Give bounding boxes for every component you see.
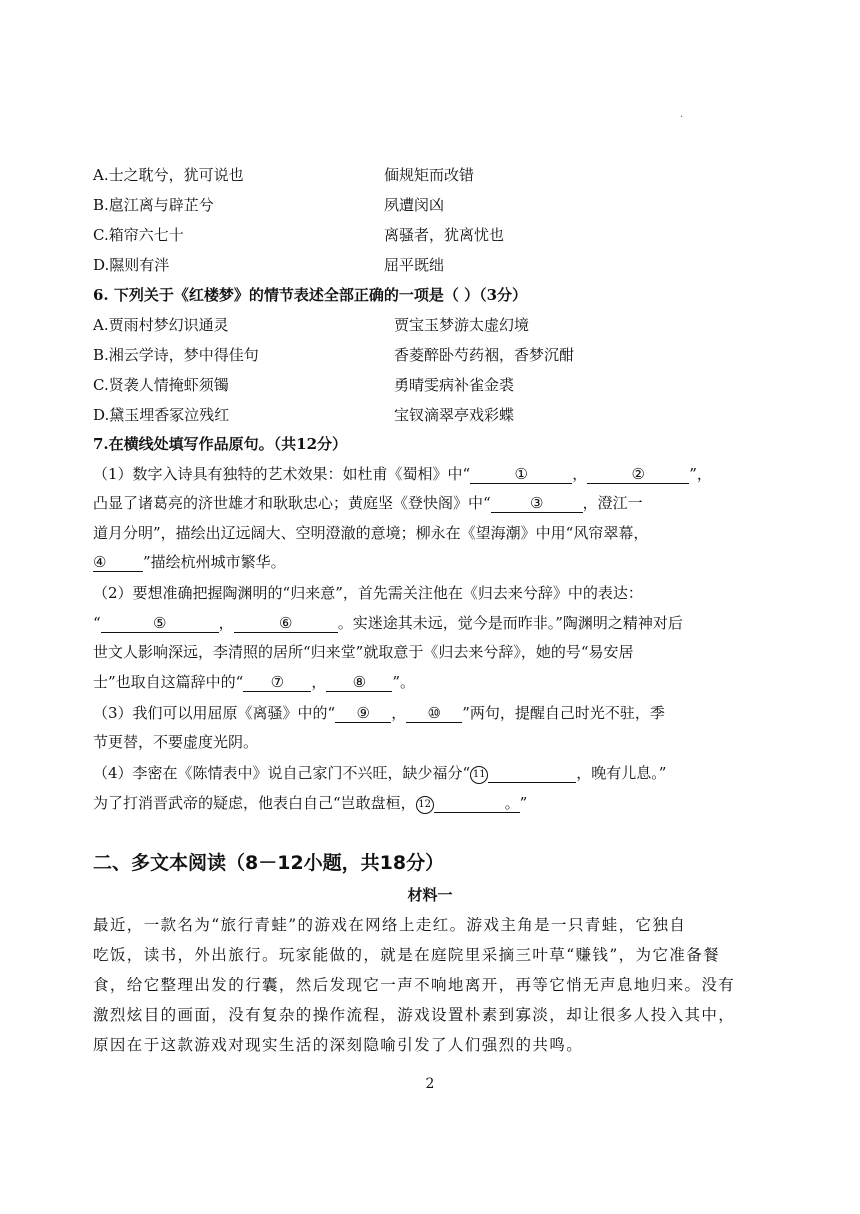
q7-p1-line3: 道月分明”，描绘出辽远阔大、空明澄澈的意境；柳永在《望海潮》中用“风帘翠幕，	[93, 524, 649, 542]
blank-number: ②	[631, 465, 645, 483]
material-1-heading: 材料一	[407, 886, 453, 904]
text-segment: （1）数字入诗具有独特的艺术效果：如杜甫《蜀相》中“	[93, 465, 471, 483]
material-1-line2: 吃饭，读书，外出旅行。玩家能做的，就是在庭院里采摘三叶草“赚钱”，为它准备餐	[93, 946, 721, 964]
q7-p1-line1	[93, 463, 712, 484]
blank-9[interactable]	[335, 704, 391, 723]
q7-p2-line1: （2）要想准确把握陶渊明的“归来意”，首先需关注他在《归去来兮辞》中的表达：	[93, 584, 643, 602]
q7-p2-line2	[93, 612, 683, 633]
q7-stem: 7.在横线处填写作品原句。（共12分）	[93, 435, 348, 453]
blank-number: ⑩	[427, 704, 441, 722]
q6-option-a-right: 贾宝玉梦游太虚幻境	[394, 316, 530, 334]
q5-option-b-right: 夙遭闵凶	[384, 196, 445, 214]
blank-number: ⑦	[270, 673, 285, 691]
circled-12: 12	[416, 796, 434, 814]
text-segment: ，	[572, 465, 588, 483]
text-segment: 为了打消晋武帝的疑虑，他表白自己“岂敢盘桓，	[93, 794, 416, 812]
text-segment: 。实迷途其未远，觉今是而昨非。”陶渊明之精神对后	[337, 614, 683, 632]
blank-10[interactable]	[406, 704, 462, 723]
q7-p1-line4	[93, 551, 286, 572]
text-segment: ，	[311, 673, 327, 691]
q7-p4-line1	[93, 762, 666, 784]
q6-stem: 6. 下列关于《红楼梦》的情节表述全部正确的一项是（ ）（3分）	[93, 286, 528, 304]
material-1-line3: 食，给它整理出发的行囊，然后发现它一声不响地离开，再等它悄无声息地归来。没有	[93, 976, 736, 994]
q6-option-b-right: 香菱醉卧芍药裀，香梦沉酣	[394, 346, 575, 364]
blank-3[interactable]	[491, 494, 583, 513]
scan-dot: ·	[680, 112, 684, 123]
q5-option-d-right: 屈平既绌	[384, 256, 445, 274]
text-segment: ，澄江一	[582, 494, 643, 512]
blank-number: ⑧	[352, 673, 367, 691]
blank-number: ①	[514, 465, 528, 483]
blank-number: ④	[93, 553, 107, 571]
blank-number: ⑤	[152, 614, 167, 632]
q7-p3-line1	[93, 702, 665, 723]
blank-11[interactable]	[488, 764, 576, 783]
blank-12[interactable]	[434, 794, 520, 813]
text-segment: ”描绘杭州城市繁华。	[143, 553, 286, 571]
text-segment: 凸显了诸葛亮的济世雄才和耿耿忠心；黄庭坚《登快阁》中“	[93, 494, 491, 512]
text-segment: ”，	[689, 465, 712, 483]
blank-8[interactable]	[326, 673, 392, 692]
q7-p1-line2	[93, 492, 643, 513]
q5-option-d-left: D.隰则有泮	[93, 256, 170, 274]
blank-number: ⑥	[278, 614, 293, 632]
q6-option-d-right: 宝钗滴翠亭戏彩蝶	[394, 406, 515, 424]
blank-1[interactable]	[470, 465, 572, 484]
q7-p2-line4	[93, 671, 415, 692]
text-segment: （3）我们可以用屈原《离骚》中的“	[93, 704, 336, 722]
blank-7[interactable]	[243, 673, 311, 692]
section-2-title: 二、多文本阅读（8－12小题，共18分）	[93, 852, 445, 874]
blank-4[interactable]	[93, 553, 143, 572]
blank-6[interactable]	[234, 614, 338, 633]
text-segment: （4）李密在《陈情表中》说自己家门不兴旺，缺少福分“	[93, 764, 471, 782]
material-1-line4: 激烈炫目的画面，没有复杂的操作流程，游戏设置朴素到寡淡，却让很多人投入其中，	[93, 1006, 736, 1024]
text-segment: ，晚有儿息。”	[576, 764, 667, 782]
q5-option-a-right: 偭规矩而改错	[384, 166, 475, 184]
circled-11: 11	[470, 766, 488, 784]
text-segment: ，	[391, 704, 407, 722]
q7-p2-line3: 世文人影响深远，李清照的居所“归来堂”就取意于《归去来兮辞》，她的号“易安居	[93, 643, 634, 661]
text-segment: ”。	[392, 673, 416, 691]
blank-tail: 。	[504, 794, 520, 812]
q7-p3-line2: 节更替，不要虚度光阴。	[93, 733, 259, 751]
q5-option-c-right: 离骚者，犹离忧也	[384, 226, 505, 244]
material-1-line5: 原因在于这款游戏对现实生活的深刻隐喻引发了人们强烈的共鸣。	[93, 1036, 584, 1054]
q5-option-b-left: B.扈江离与辟芷兮	[93, 196, 214, 214]
text-segment: ，	[218, 614, 234, 632]
q7-p4-line2	[93, 792, 527, 814]
text-segment: ”	[519, 794, 528, 812]
text-segment: ”两句，提醒自己时光不驻，季	[462, 704, 665, 722]
q6-option-a-left: A.贾雨村梦幻识通灵	[93, 316, 229, 334]
q5-option-c-left: C.箱帘六七十	[93, 226, 184, 244]
text-segment: “	[93, 614, 101, 632]
q5-option-a-left: A.士之耽兮，犹可说也	[93, 166, 244, 184]
q6-option-c-left: C.贤袭人情掩虾须镯	[93, 376, 229, 394]
q6-option-d-left: D.黛玉埋香冢泣残红	[93, 406, 230, 424]
blank-number: ⑨	[356, 704, 370, 722]
q6-option-c-right: 勇晴雯病补雀金裘	[394, 376, 515, 394]
text-segment: 士”也取自这篇辞中的“	[93, 673, 244, 691]
material-1-line1: 最近，一款名为“旅行青蛙”的游戏在网络上走红。游戏主角是一只青蛙，它独自	[93, 916, 687, 934]
q6-option-b-left: B.湘云学诗，梦中得佳句	[93, 346, 259, 364]
page-number: 2	[425, 1076, 435, 1092]
blank-5[interactable]	[101, 614, 219, 633]
blank-number: ③	[529, 494, 544, 512]
blank-2[interactable]	[587, 465, 689, 484]
